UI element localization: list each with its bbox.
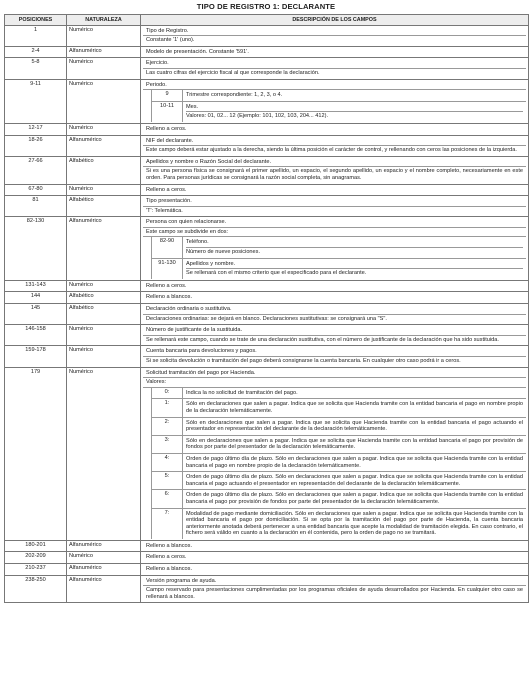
subfield-line: Se rellenará con el mismo criterio que el especificado para el declarante. <box>186 270 367 277</box>
description-line: Si se solicita devolución o tramitación del pago deberá consignarse la cuenta bancaria. En cualquier otro caso podrá ir a ceros. <box>146 358 461 364</box>
description-line: Las cuatro cifras del ejercicio fiscal al que corresponde la declaración. <box>146 69 320 76</box>
subfield-value <box>183 490 526 507</box>
description-line: Relleno a blancos. <box>146 542 193 549</box>
description-line: Cuenta bancaria para devoluciones y pagos. <box>143 347 526 357</box>
description-cell <box>141 346 529 367</box>
table-header-row <box>5 15 529 26</box>
position-cell: 18-26 <box>5 135 67 156</box>
nature-cell: Numérico <box>67 552 141 564</box>
description-cell <box>141 196 529 217</box>
nature-cell: Alfanumérico <box>67 46 141 58</box>
description-cell <box>141 292 529 304</box>
table-row <box>5 25 529 46</box>
table-row <box>5 575 529 603</box>
description-line: Constante '1' (uno). <box>146 37 195 44</box>
subfield-key: 1: <box>152 399 183 416</box>
description-line: Relleno a ceros. <box>146 186 187 193</box>
position-cell: 179 <box>5 367 67 540</box>
description-cell <box>141 564 529 576</box>
description-line: Solicitud tramitación del pago por Hacienda. <box>143 369 526 379</box>
description-line: Periodo. <box>143 81 526 91</box>
subfield-line: Apellidos y nombre. <box>186 260 523 270</box>
position-cell: 202-209 <box>5 552 67 564</box>
nature-cell: Numérico <box>67 280 141 292</box>
subfield-line: Mes. <box>186 103 523 113</box>
subfield-value <box>183 399 526 416</box>
description-cell <box>141 280 529 292</box>
subfield-row <box>152 399 526 417</box>
description-cell <box>141 25 529 46</box>
position-cell: 146-158 <box>5 325 67 346</box>
description-line: Campo reservado para presentaciones cumplimentadas por los programas oficiales de ayuda desarrollados por Hacienda. En cualquier otro caso se rellenará a blancos. <box>146 587 523 600</box>
subfield-value <box>183 259 526 279</box>
subfield-row <box>152 237 526 258</box>
nature-cell: Alfabético <box>67 196 141 217</box>
subfield-key: 2: <box>152 418 183 435</box>
subfield-table <box>151 90 526 122</box>
position-cell: 67-80 <box>5 184 67 196</box>
subfield-line: Indica la no solicitud de tramitación del pago. <box>186 389 298 396</box>
subfield-line: Teléfono. <box>186 238 523 248</box>
subfield-table <box>151 388 526 539</box>
description-cell <box>141 58 529 79</box>
nature-cell: Alfanumérico <box>67 575 141 603</box>
header-descripcion: DESCRIPCIÓN DE LOS CAMPOS <box>141 15 529 26</box>
nature-cell: Numérico <box>67 123 141 135</box>
description-line: Este campo deberá estar ajustado a la derecha, siendo la última posición el carácter de control, y rellenando con ceros las posiciones de la izquierda. <box>146 147 517 154</box>
subfield-line: Sólo en declaraciones que salen a pagar. Indica que se solicita que Hacienda tramite con la entidad bancaria el pago por provisión de fondos por parte del presentador de la declaración telemáticamente. <box>186 437 523 451</box>
position-cell: 9-11 <box>5 79 67 123</box>
description-cell <box>141 304 529 325</box>
subfield-line: Sólo en declaraciones que salen a pagar. Indica que se solicita que Hacienda tramite con la entidad bancaria el pago en nombre propio de la declaración telemáticamente. <box>186 401 523 414</box>
nature-cell: Alfabético <box>67 304 141 325</box>
position-cell: 144 <box>5 292 67 304</box>
subfield-row <box>152 259 526 279</box>
table-row <box>5 156 529 184</box>
position-cell: 131-143 <box>5 280 67 292</box>
position-cell: 12-17 <box>5 123 67 135</box>
nature-cell: Alfabético <box>67 156 141 184</box>
table-row <box>5 304 529 325</box>
position-cell: 5-8 <box>5 58 67 79</box>
nature-cell: Alfanumérico <box>67 217 141 281</box>
description-cell <box>141 135 529 156</box>
description-line: Relleno a blancos. <box>146 294 193 301</box>
header-naturaleza: NATURALEZA <box>67 15 141 26</box>
subfield-indent <box>143 237 151 278</box>
table-row <box>5 135 529 156</box>
nature-cell: Alfanumérico <box>67 135 141 156</box>
description-cell <box>141 184 529 196</box>
subfield-value <box>183 418 526 435</box>
subfield-key: 4: <box>152 454 183 471</box>
nature-cell: Numérico <box>67 367 141 540</box>
table-row <box>5 280 529 292</box>
description-line: Número de justificante de la sustituida. <box>143 326 526 336</box>
subfield-table <box>151 237 526 278</box>
description-line: Declaración ordinaria o sustitutiva. <box>143 305 526 315</box>
description-cell <box>141 552 529 564</box>
subfield-block <box>143 90 526 122</box>
description-line: Se rellenará este campo, cuando se trate de una declaración sustitutiva, con el número de justificante de la declaración que ha sido sustituida. <box>146 336 499 343</box>
description-line: Si es una persona física se consignará el primer apellido, un espacio, el segundo apellido, un espacio y el nombre completo, necesariamente en este orden. Para personas jurídicas se consignará la razón social completa, sin anagramas. <box>146 168 523 181</box>
nature-cell: Numérico <box>67 25 141 46</box>
description-cell <box>141 217 529 281</box>
nature-cell: Alfanumérico <box>67 564 141 576</box>
description-line: Relleno a ceros. <box>146 282 187 289</box>
subfield-line: Modalidad de pago mediante domiciliación. Sólo en declaraciones que salen a pagar. Indica que se solicita que Hacienda tramite con la entidad bancaria el pago por domiciliación. Si se opta por la tramitación del pago por parte de Hacienda, la cuenta bancaria anteriormente anotada deberá pertenecer a una entidad bancaria que acepte la modalidad de tramitación elegida. En caso contrario, el fichero será válido en cuanto a la declaración en él contenida, pero la orden de pago no se tramitará. <box>186 510 523 537</box>
description-line: Versión programa de ayuda. <box>143 577 526 587</box>
description-cell <box>141 575 529 603</box>
position-cell: 2-4 <box>5 46 67 58</box>
table-row <box>5 58 529 79</box>
table-row <box>5 346 529 367</box>
nature-cell: Numérico <box>67 79 141 123</box>
nature-cell: Numérico <box>67 58 141 79</box>
description-line: Apellidos y nombre o Razón Social del declarante. <box>143 158 526 168</box>
description-line: Modelo de presentación. Constante '591'. <box>146 48 249 55</box>
position-cell: 145 <box>5 304 67 325</box>
nature-cell: Numérico <box>67 184 141 196</box>
subfield-line: Valores: 01, 02... 12 (Ejemplo: 101, 102, 103, 204... 412). <box>186 113 329 120</box>
nature-cell: Alfanumérico <box>67 540 141 552</box>
record-table <box>4 14 529 603</box>
table-row <box>5 325 529 346</box>
subfield-value <box>183 454 526 471</box>
subfield-row <box>152 102 526 122</box>
position-cell: 210-237 <box>5 564 67 576</box>
description-line: Valores: <box>143 378 526 388</box>
subfield-value <box>183 388 526 399</box>
subfield-line: Sólo en declaraciones que salen a pagar. Indica que se solicita que Hacienda tramite con la entidad bancaria el pago actuando el presentador en representación del declarante de la declaración telemáticamente. <box>186 419 523 433</box>
subfield-value <box>183 472 526 489</box>
subfield-row <box>152 490 526 508</box>
subfield-row <box>152 472 526 490</box>
position-cell: 27-66 <box>5 156 67 184</box>
description-line: 'T': Telemática. <box>146 207 183 214</box>
description-line: Tipo de Registro. <box>143 27 526 37</box>
subfield-line: Orden de pago último día de plazo. Sólo en declaraciones que salen a pagar. Indica que se solicita que Hacienda tramite con la entidad bancaria el pago por provisión de fondos por parte del presentador de la declaración telemáticamente. <box>186 492 523 505</box>
subfield-row <box>152 509 526 539</box>
subfield-block <box>143 237 526 278</box>
description-line: Relleno a blancos. <box>146 566 193 573</box>
subfield-value <box>183 436 526 453</box>
description-line: NIF del declarante. <box>143 137 526 147</box>
table-row <box>5 196 529 217</box>
table-row <box>5 552 529 564</box>
subfield-key: 9 <box>152 90 183 101</box>
table-row <box>5 217 529 281</box>
subfield-key: 7: <box>152 509 183 539</box>
table-row <box>5 123 529 135</box>
subfield-line: Trimestre correspondiente: 1, 2, 3, o 4. <box>186 92 283 99</box>
subfield-value <box>183 90 526 101</box>
position-cell: 180-201 <box>5 540 67 552</box>
table-row <box>5 367 529 540</box>
subfield-line: Orden de pago último día de plazo. Sólo en declaraciones que salen a pagar. Indica que se solicita que Hacienda tramite con la entidad bancaria el pago actuando el presentador en representación del declarante de la declaración telemáticamente. <box>186 474 523 487</box>
position-cell: 81 <box>5 196 67 217</box>
subfield-row <box>152 388 526 400</box>
header-posiciones: POSICIONES <box>5 15 67 26</box>
subfield-indent <box>143 90 151 122</box>
subfield-indent <box>143 388 151 539</box>
nature-cell: Alfabético <box>67 292 141 304</box>
subfield-row <box>152 454 526 472</box>
page-title: TIPO DE REGISTRO 1: DECLARANTE <box>196 2 336 11</box>
table-row <box>5 46 529 58</box>
table-row <box>5 184 529 196</box>
table-row <box>5 540 529 552</box>
table-row <box>5 79 529 123</box>
subfield-key: 3: <box>152 436 183 453</box>
subfield-key: 0: <box>152 388 183 399</box>
nature-cell: Numérico <box>67 325 141 346</box>
table-row <box>5 292 529 304</box>
description-cell <box>141 79 529 123</box>
subfield-value <box>183 237 526 257</box>
description-cell <box>141 325 529 346</box>
subfield-key: 6: <box>152 490 183 507</box>
subfield-row <box>152 436 526 454</box>
subfield-block <box>143 388 526 539</box>
description-line: Declaraciones ordinarias: se dejará en blanco. Declaraciones sustitutivas: se consignará una "S". <box>146 315 387 322</box>
subfield-value <box>183 102 526 122</box>
position-cell: 82-130 <box>5 217 67 281</box>
description-cell <box>141 46 529 58</box>
subfield-line: Número de nueve posiciones. <box>186 249 261 256</box>
subfield-key: 91-130 <box>152 259 183 279</box>
nature-cell: Numérico <box>67 346 141 367</box>
position-cell: 1 <box>5 25 67 46</box>
description-line: Este campo se subdivide en dos: <box>143 228 526 238</box>
description-line: Relleno a ceros. <box>146 125 187 132</box>
description-line: Persona con quien relacionarse. <box>143 218 526 228</box>
subfield-value <box>183 509 526 539</box>
description-cell <box>141 123 529 135</box>
description-cell <box>141 540 529 552</box>
subfield-key: 10-11 <box>152 102 183 122</box>
description-cell <box>141 156 529 184</box>
subfield-key: 82-90 <box>152 237 183 257</box>
description-line: Ejercicio. <box>143 59 526 69</box>
subfield-row <box>152 90 526 102</box>
subfield-line: Orden de pago último día de plazo. Sólo en declaraciones que salen a pagar. Indica que se solicita que Hacienda tramite con la entidad bancaria el pago en nombre propio de la declaración telemáticamente. <box>186 455 523 469</box>
subfield-row <box>152 418 526 436</box>
description-line: Tipo presentación. <box>143 197 526 207</box>
description-line: Relleno a ceros. <box>146 554 187 561</box>
description-cell <box>141 367 529 540</box>
subfield-key: 5: <box>152 472 183 489</box>
position-cell: 159-178 <box>5 346 67 367</box>
table-row <box>5 564 529 576</box>
position-cell: 238-250 <box>5 575 67 603</box>
